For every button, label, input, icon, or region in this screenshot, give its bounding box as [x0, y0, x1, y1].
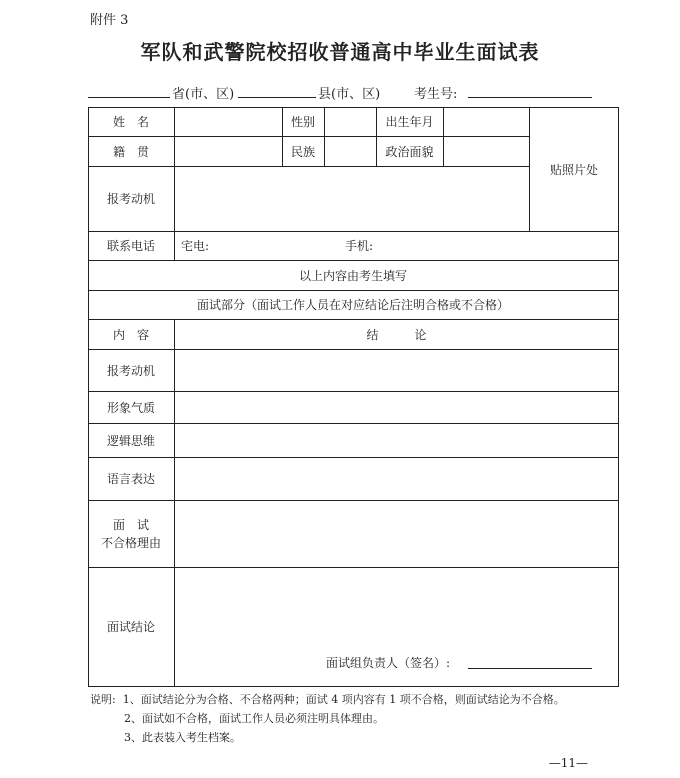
page-title: 军队和武警院校招收普通高中毕业生面试表: [140, 40, 540, 64]
fail-reason-label: [88, 500, 174, 567]
item-language-result[interactable]: [175, 457, 618, 500]
attachment-label: 附件 3: [90, 13, 129, 28]
name-label: 姓 名: [112, 115, 149, 129]
photo-area[interactable]: 贴照片处: [549, 162, 598, 177]
note-text-1: 1、面试结论分为合格、不合格两种；面试 4 项内容有 1 项不合格，则面试结论为不合格。: [122, 693, 565, 706]
mobile-label: 手机:: [345, 239, 374, 253]
province-label: 省(市、区): [172, 87, 235, 102]
county-blank[interactable]: [238, 83, 316, 98]
item-language-label: 语言表达: [106, 472, 155, 486]
fail-reason-line-1: 面 试: [112, 517, 149, 532]
fail-reason-line-2: 不合格理由: [100, 535, 161, 550]
gender-field[interactable]: [325, 107, 376, 136]
final-conclusion-label: 面试结论: [106, 620, 155, 634]
native-label: 籍 贯: [112, 144, 149, 159]
form-border-right: [618, 107, 619, 687]
exam-no-label: 考生号:: [414, 87, 458, 102]
conclusion-header: 结 论: [366, 327, 427, 342]
province-blank[interactable]: [88, 83, 170, 98]
form-border-bottom: [88, 686, 619, 687]
political-field[interactable]: [444, 136, 529, 166]
birth-field[interactable]: [444, 107, 529, 136]
ethnic-field[interactable]: [325, 136, 376, 166]
note-2: 2、面试如不合格，面试工作人员必须注明具体理由。: [124, 712, 384, 725]
interview-part-heading: 面试部分（面试工作人员在对应结论后注明合格或不合格）: [196, 298, 509, 312]
item-logic-result[interactable]: [175, 423, 618, 457]
notes: [90, 690, 565, 747]
signer-blank[interactable]: [468, 654, 592, 669]
fail-reason-field[interactable]: [175, 500, 618, 567]
birth-label: 出生年月: [385, 115, 434, 129]
page-number: —11—: [548, 756, 588, 770]
county-label: 县(市、区): [318, 87, 381, 102]
item-appearance-result[interactable]: [175, 391, 618, 423]
phone-label: 联系电话: [106, 239, 155, 253]
motive-label: 报考动机: [106, 192, 155, 206]
ethnic-label: 民族: [290, 144, 315, 159]
filled-by-note: 以上内容由考生填写: [298, 268, 407, 283]
exam-no-blank[interactable]: [468, 83, 592, 98]
name-field[interactable]: [175, 107, 282, 136]
gender-label: 性别: [290, 115, 315, 129]
location-line: [88, 83, 608, 102]
content-header: 内 容: [112, 327, 149, 342]
signer-label: 面试组负责人（签名）:: [326, 656, 451, 670]
note-3: 3、此表装入考生档案。: [124, 731, 241, 744]
political-label: 政治面貌: [385, 144, 434, 159]
notes-label: 说明:: [90, 693, 116, 706]
item-logic-label: 逻辑思维: [106, 433, 155, 448]
motive-field[interactable]: [175, 166, 529, 231]
note-1: [90, 690, 565, 709]
item-motive-label: 报考动机: [106, 363, 155, 378]
item-motive-result[interactable]: [175, 349, 618, 391]
home-phone-label: 宅电:: [181, 239, 210, 253]
interview-form: [88, 107, 619, 687]
item-appearance-label: 形象气质: [106, 400, 155, 415]
native-field[interactable]: [175, 136, 282, 166]
